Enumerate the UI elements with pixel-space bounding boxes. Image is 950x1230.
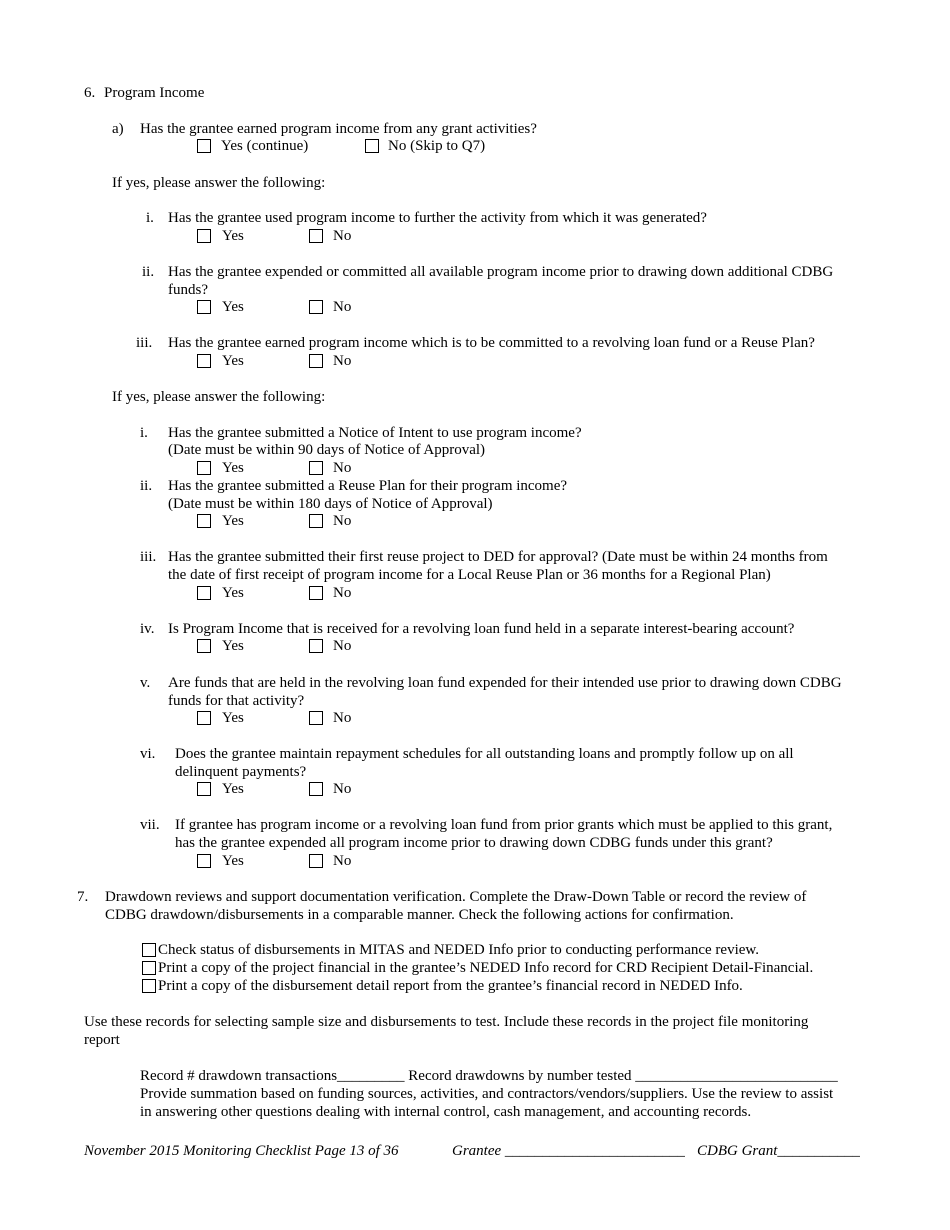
footer-grantee-field: Grantee ________________________ bbox=[452, 1143, 685, 1159]
section-7-text: Drawdown reviews and support documentation verification. Complete the Draw-Down Table or record the review of bbox=[105, 889, 807, 905]
sub2-vii-yes-checkbox[interactable] bbox=[197, 854, 211, 868]
sub2-vi-yes-label: Yes bbox=[222, 781, 244, 797]
sub1-iii-no-checkbox[interactable] bbox=[309, 354, 323, 368]
sub1-iii-yes-label: Yes bbox=[222, 353, 244, 369]
sub2-i-no-label: No bbox=[333, 460, 352, 476]
check-status-checkbox[interactable] bbox=[142, 943, 156, 957]
use-records-text-cont: report bbox=[84, 1032, 120, 1048]
print-disbursement-label: Print a copy of the disbursement detail report from the grantee’s financial record in NEDED Info. bbox=[158, 978, 743, 994]
section-7-number: 7. bbox=[77, 889, 89, 905]
sub2-iv-yes-checkbox[interactable] bbox=[197, 639, 211, 653]
sub2-i-yes-label: Yes bbox=[222, 460, 244, 476]
print-financial-label: Print a copy of the project financial in the grantee’s NEDED Info record for CRD Recipient Detail-Financial. bbox=[158, 960, 814, 976]
sub2-v-text: Are funds that are held in the revolving loan fund expended for their intended use prior to drawing down CDBG bbox=[168, 675, 842, 691]
check-status-label: Check status of disbursements in MITAS and NEDED Info prior to conducting performance review. bbox=[158, 942, 760, 958]
sub2-vi-num: vi. bbox=[140, 746, 156, 762]
provide-summation-text-cont: in answering other questions dealing with internal control, cash management, and accounting records. bbox=[140, 1104, 752, 1120]
sub1-ii-yes-checkbox[interactable] bbox=[197, 300, 211, 314]
q-a-no-checkbox[interactable] bbox=[365, 139, 379, 153]
provide-summation-text: Provide summation based on funding sources, activities, and contractors/vendors/suppliers. Use the review to assist bbox=[140, 1086, 834, 1102]
sub1-i-num: i. bbox=[146, 210, 154, 226]
sub2-iii-no-label: No bbox=[333, 585, 352, 601]
sub2-v-yes-label: Yes bbox=[222, 710, 244, 726]
sub1-i-no-label: No bbox=[333, 228, 352, 244]
sub1-iii-no-label: No bbox=[333, 353, 352, 369]
sub2-v-text-cont: funds for that activity? bbox=[168, 693, 305, 709]
sub2-vii-text: If grantee has program income or a revolving loan fund from prior grants which must be applied to this grant, bbox=[175, 817, 833, 833]
sub1-ii-yes-label: Yes bbox=[222, 299, 244, 315]
section-7-text-cont: CDBG drawdown/disbursements in a comparable manner. Check the following actions for confirmation. bbox=[105, 907, 734, 923]
footer-cdbg-grant-field: CDBG Grant___________ bbox=[697, 1143, 860, 1159]
if-yes-instruction-2: If yes, please answer the following: bbox=[112, 389, 326, 405]
sub2-iii-yes-checkbox[interactable] bbox=[197, 586, 211, 600]
if-yes-instruction-1: If yes, please answer the following: bbox=[112, 175, 326, 191]
question-a-label: a) bbox=[112, 121, 124, 137]
section-6-heading: Program Income bbox=[104, 85, 205, 101]
sub1-i-text: Has the grantee used program income to further the activity from which it was generated? bbox=[168, 210, 707, 226]
sub2-vi-text-cont: delinquent payments? bbox=[175, 764, 307, 780]
sub2-ii-yes-checkbox[interactable] bbox=[197, 514, 211, 528]
sub2-vii-no-label: No bbox=[333, 853, 352, 869]
sub2-vii-text-cont: has the grantee expended all program income prior to drawing down CDBG funds under this grant? bbox=[175, 835, 773, 851]
q-a-yes-label: Yes (continue) bbox=[221, 138, 309, 154]
sub1-i-no-checkbox[interactable] bbox=[309, 229, 323, 243]
sub2-i-text: Has the grantee submitted a Notice of Intent to use program income? bbox=[168, 425, 582, 441]
sub2-ii-text-cont: (Date must be within 180 days of Notice of Approval) bbox=[168, 496, 493, 512]
sub2-iii-yes-label: Yes bbox=[222, 585, 244, 601]
sub2-iv-text: Is Program Income that is received for a revolving loan fund held in a separate interest-bearing account? bbox=[168, 621, 795, 637]
sub1-ii-no-checkbox[interactable] bbox=[309, 300, 323, 314]
sub2-vi-yes-checkbox[interactable] bbox=[197, 782, 211, 796]
sub2-i-no-checkbox[interactable] bbox=[309, 461, 323, 475]
sub1-ii-text: Has the grantee expended or committed all available program income prior to drawing down additional CDBG bbox=[168, 264, 834, 280]
sub2-vii-no-checkbox[interactable] bbox=[309, 854, 323, 868]
sub1-iii-yes-checkbox[interactable] bbox=[197, 354, 211, 368]
sub2-iv-yes-label: Yes bbox=[222, 638, 244, 654]
sub2-ii-num: ii. bbox=[140, 478, 153, 494]
sub2-vi-no-checkbox[interactable] bbox=[309, 782, 323, 796]
footer-page-info: November 2015 Monitoring Checklist Page 13 of 36 bbox=[84, 1143, 399, 1159]
sub2-ii-text: Has the grantee submitted a Reuse Plan for their program income? bbox=[168, 478, 568, 494]
sub2-ii-no-checkbox[interactable] bbox=[309, 514, 323, 528]
sub1-ii-text-cont: funds? bbox=[168, 282, 208, 298]
sub1-i-yes-label: Yes bbox=[222, 228, 244, 244]
use-records-text: Use these records for selecting sample size and disbursements to test. Include these records in the project file monitoring bbox=[84, 1014, 809, 1030]
sub1-iii-num: iii. bbox=[136, 335, 153, 351]
sub2-vi-text: Does the grantee maintain repayment schedules for all outstanding loans and promptly follow up on all bbox=[175, 746, 794, 762]
sub2-iii-num: iii. bbox=[140, 549, 157, 565]
sub2-i-num: i. bbox=[140, 425, 148, 441]
sub2-v-num: v. bbox=[140, 675, 151, 691]
q-a-yes-checkbox[interactable] bbox=[197, 139, 211, 153]
print-disbursement-checkbox[interactable] bbox=[142, 979, 156, 993]
sub2-ii-no-label: No bbox=[333, 513, 352, 529]
sub1-iii-text: Has the grantee earned program income which is to be committed to a revolving loan fund or a Reuse Plan? bbox=[168, 335, 815, 351]
record-drawdown-line[interactable]: Record # drawdown transactions_________ Record drawdowns by number tested ___________________________ bbox=[140, 1068, 838, 1084]
print-financial-checkbox[interactable] bbox=[142, 961, 156, 975]
sub2-iv-no-checkbox[interactable] bbox=[309, 639, 323, 653]
question-a-text: Has the grantee earned program income from any grant activities? bbox=[140, 121, 537, 137]
sub1-ii-num: ii. bbox=[142, 264, 155, 280]
sub2-iii-text-cont: the date of first receipt of program income for a Local Reuse Plan or 36 months for a Regional Plan) bbox=[168, 567, 771, 583]
sub2-v-no-label: No bbox=[333, 710, 352, 726]
section-6-number: 6. bbox=[84, 85, 96, 101]
sub2-iv-num: iv. bbox=[140, 621, 155, 637]
sub2-iv-no-label: No bbox=[333, 638, 352, 654]
sub2-vii-num: vii. bbox=[140, 817, 160, 833]
sub2-vii-yes-label: Yes bbox=[222, 853, 244, 869]
sub2-iii-text: Has the grantee submitted their first reuse project to DED for approval? (Date must be within 24 months from bbox=[168, 549, 828, 565]
q-a-no-label: No (Skip to Q7) bbox=[388, 138, 486, 154]
sub2-ii-yes-label: Yes bbox=[222, 513, 244, 529]
sub2-iii-no-checkbox[interactable] bbox=[309, 586, 323, 600]
sub1-i-yes-checkbox[interactable] bbox=[197, 229, 211, 243]
sub2-v-no-checkbox[interactable] bbox=[309, 711, 323, 725]
sub2-vi-no-label: No bbox=[333, 781, 352, 797]
sub2-i-yes-checkbox[interactable] bbox=[197, 461, 211, 475]
sub2-v-yes-checkbox[interactable] bbox=[197, 711, 211, 725]
sub1-ii-no-label: No bbox=[333, 299, 352, 315]
sub2-i-text-cont: (Date must be within 90 days of Notice of Approval) bbox=[168, 442, 486, 458]
